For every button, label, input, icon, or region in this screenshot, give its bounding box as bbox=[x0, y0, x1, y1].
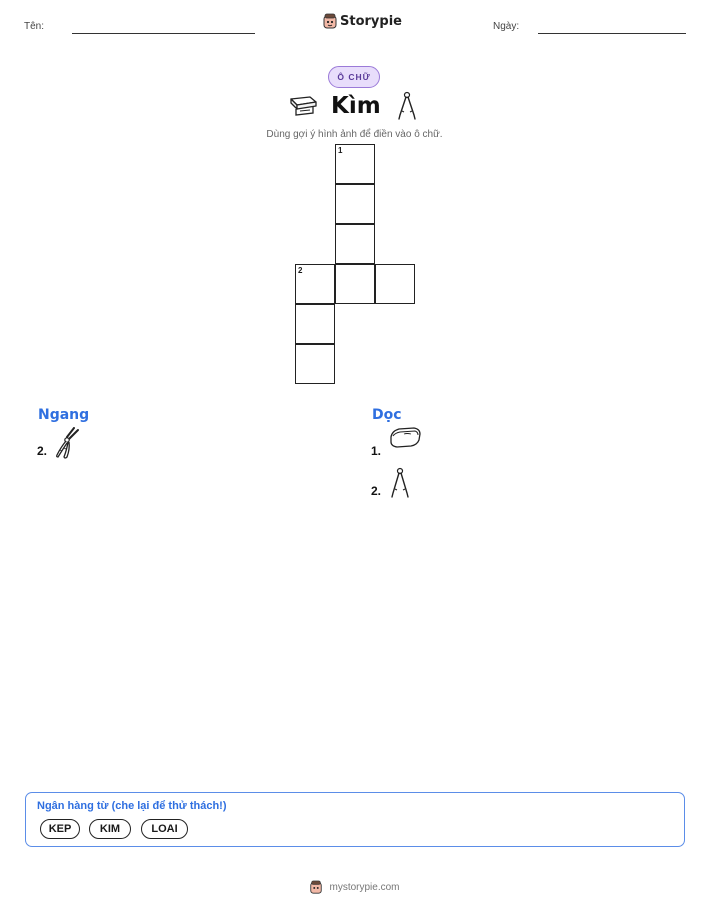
grid-cell-across2-c2[interactable] bbox=[335, 264, 375, 304]
footer bbox=[0, 880, 709, 895]
anvil-clue-icon bbox=[387, 425, 423, 453]
clue-number-1: 1 bbox=[338, 146, 343, 155]
name-label: Tên: bbox=[24, 21, 45, 32]
word-chip[interactable]: KEP bbox=[40, 819, 80, 839]
date-label: Ngày: bbox=[493, 21, 520, 32]
down-clue-number-2: 2. bbox=[371, 484, 382, 498]
page-title: Kìm bbox=[331, 93, 381, 119]
across-clue-number: 2. bbox=[37, 444, 48, 458]
grid-cell-across2-c3[interactable] bbox=[375, 264, 415, 304]
brand-logo bbox=[322, 13, 402, 30]
across-heading: Ngang bbox=[38, 407, 90, 423]
word-bank bbox=[25, 792, 685, 847]
date-line[interactable] bbox=[538, 33, 686, 34]
down-clue-number-1: 1. bbox=[371, 444, 382, 458]
footer-url[interactable]: mystorypie.com bbox=[329, 882, 400, 893]
storypie-mascot-icon bbox=[309, 880, 323, 895]
word-chip[interactable]: KIM bbox=[89, 819, 131, 839]
tongs-clue-icon bbox=[389, 467, 411, 499]
anvil-icon bbox=[288, 94, 318, 118]
grid-cell-across2-c1[interactable] bbox=[295, 264, 335, 304]
tongs-icon bbox=[396, 91, 418, 121]
down-heading: Dọc bbox=[372, 407, 402, 423]
clue-number-2: 2 bbox=[298, 266, 303, 275]
instructions: Dùng gợi ý hình ảnh để điền vào ô chữ. bbox=[266, 129, 443, 140]
pliers-icon bbox=[52, 427, 82, 459]
grid-cell-down2-r2[interactable] bbox=[295, 304, 335, 344]
grid-cell-down1-r2[interactable] bbox=[335, 184, 375, 224]
brand-name: Storypie bbox=[340, 14, 402, 29]
grid-cell-down2-r3[interactable] bbox=[295, 344, 335, 384]
word-bank-title: Ngân hàng từ (che lại để thử thách!) bbox=[37, 800, 227, 812]
puzzle-type-badge: Ô CHỮ bbox=[328, 66, 380, 88]
grid-cell-down1-r1[interactable] bbox=[335, 144, 375, 184]
storypie-mascot-icon bbox=[322, 13, 338, 30]
grid-cell-down1-r3[interactable] bbox=[335, 224, 375, 264]
word-chip[interactable]: LOAI bbox=[141, 819, 188, 839]
name-line[interactable] bbox=[72, 33, 255, 34]
